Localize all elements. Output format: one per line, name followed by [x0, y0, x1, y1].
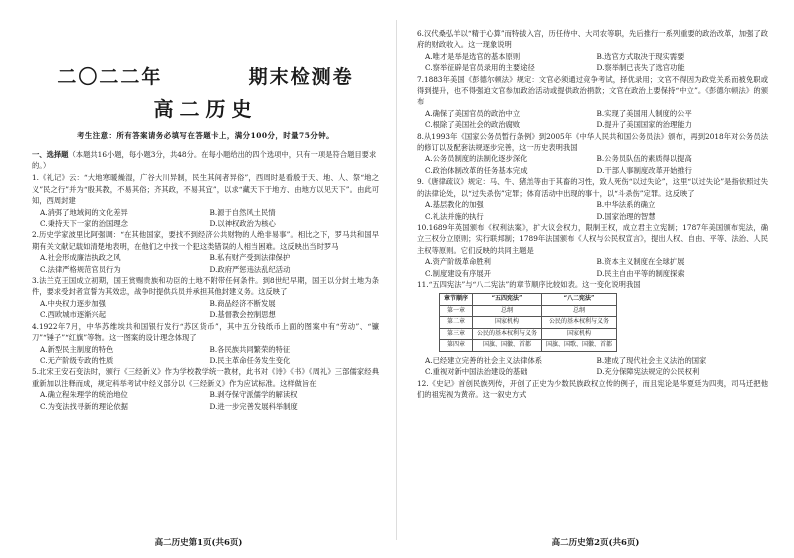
option: D.提升了美国国家的治理能力 — [596, 120, 692, 130]
question-6: 6.汉代桑弘羊以“精于心算”而特拔入宫，历任侍中、大司农等职，先后推行一系列重要的政治改革，加强了政府的财政收入。这一现象说明 — [417, 29, 768, 50]
option: D.进一步完善发展科举制度 — [209, 401, 298, 411]
option: D.充分保障宪法规定的公民权利 — [596, 367, 700, 377]
option: B.资本主义制度在全球扩展 — [596, 257, 685, 267]
option: C.察举征辟是官员录用的主要途径 — [425, 63, 535, 73]
table-cell: 第四章 — [440, 340, 473, 352]
option: C.无产阶级专政的性质 — [40, 355, 114, 365]
option: A.基层教化的加强 — [425, 200, 484, 210]
option: A.消弭了地域间的文化差异 — [40, 207, 128, 217]
option: C.制度建设有序展开 — [425, 268, 492, 278]
option: B.源于自然风土民情 — [209, 207, 276, 217]
option: B.公务员队伍的素质得以提高 — [596, 154, 692, 164]
exam-notice: 考生注意：所有答案请务必填写在答题卡上，满分100分，时量75分钟。 — [76, 131, 335, 140]
page-footer: 高二历史第1页(共6页) — [154, 538, 243, 548]
question-4: 4.1922年7月，中华苏维埃共和国银行发行“苏区货币”，其中五分钱纸币上面的图案中有“劳动”、“镰刀”“锤子”“红旗”等物。这一图案的设计理念体现了 — [32, 321, 379, 343]
option: C.重视对新中国法治建设的基础 — [425, 367, 528, 377]
table-header: 章节顺序 — [440, 294, 473, 306]
option: D.国家治理的智慧 — [596, 211, 656, 221]
table-cell: 国家机构 — [473, 317, 542, 329]
question-11: 11.“五四宪法”与“八二宪法”的章节顺序比较如表。这一变化说明我国 — [417, 279, 641, 289]
question-5: 5.北宋王安石变法时，颁行《三经新义》作为学校教学统一教材，此书对《诗》《书》《周礼》三部儒家经典重新加以注释而成，规定科举考试中经义部分以《三经新义》作为应试标准。这样做旨在 — [32, 367, 379, 388]
question-6-options — [417, 51, 768, 74]
table-cell: 总纲 — [473, 305, 542, 317]
question-2-options — [32, 252, 379, 275]
table-cell: 总纲 — [542, 305, 617, 317]
option: D.察举制已丧失了选官功能 — [596, 63, 685, 73]
table-cell: 国旗、国徽、首都 — [473, 340, 542, 352]
option: C.政治体制改革的任务基本完成 — [425, 165, 528, 175]
table-row — [440, 328, 617, 340]
question-3: 3.法兰克王国成立初期，国王赏赐贵族和功臣的土地不附带任何条件。到8世纪早期，国王以分封土地为条件，要求受封者宣誓为其效忠，战争时提供兵员并承担其他封建义务。这反映了 — [32, 276, 379, 297]
question-8-options — [417, 153, 768, 176]
subject-title: 高二历史 — [153, 97, 258, 121]
option: C.礼法并施的执行 — [425, 211, 484, 221]
question-11-options — [417, 355, 768, 378]
question-12: 12.《史记》首创民族列传，开创了正史为少数民族政权立传的例子，而且宪论是华夏廷为四夷，司马迁把他们的祖宪视为黄帝。这一叙史方式 — [417, 378, 768, 400]
option: B.剥夺保守派儒学的解读权 — [209, 390, 298, 400]
option: C.法律严格规范官员行为 — [40, 264, 121, 274]
option: B.私有财产受到法律保护 — [209, 253, 291, 263]
option: A.确保了美国官员的政治中立 — [425, 108, 521, 118]
table-cell: 国家机构 — [542, 328, 617, 340]
option: B.建成了现代社会主义法治的国家 — [596, 355, 707, 365]
question-2: 2.历史学家波里比阿强调：“在其他国家，要找不到经济公共财物的人绝非易事”。相比之下，罗马共和国早期有关文献记载如清楚地表明，在他们之中找一个犯这类错误的人相当困难。这反映出当时罗马 — [32, 230, 379, 251]
table-header: “八二宪法” — [542, 294, 617, 306]
table-cell: 第三章 — [440, 328, 473, 340]
option: D.民主革命任务发生变化 — [209, 355, 291, 365]
question-7: 7.1883年美国《彭德尔顿法》规定：文官必须通过竞争考试，择优录用；文官不得因为政党关系而被免职或得到提升，也不得强迫文官参加政治活动或提供政治捐款；文官在政治上要保持“中立”。《彭德尔顿法》的颁布 — [417, 74, 768, 107]
question-9: 9.《唐律疏议》规定：马、牛、猪羔等由于其畜的习性，致人死伤“以过失论”，这里“以过失论”是指依照过失的法律论处，以“过失杀伤”定罪；体育活动中出现的事十，以“斗杀伤”定罪。这反映了 — [417, 177, 768, 198]
section-title: 一、选择题 — [32, 150, 69, 159]
option: A.社会形成廉洁执政之风 — [40, 253, 121, 263]
question-10-options — [417, 256, 768, 279]
table-cell: 第二章 — [440, 317, 473, 329]
option: A.资产阶级革命胜利 — [425, 257, 491, 267]
exam-title: 二〇二二年 期末检测卷 — [57, 66, 354, 88]
question-1: 1.《礼记》云：“大地寒暖燥湿，广谷大川异制，民生其间者异俗”，西周时是看殷于天、地、人、祭“地之义”民之行”并为“殷其教，不易其俗；齐其政，不易其宜”，以求“藏天下于地方、由地方以见天下”。由此可知，西周封建 — [32, 173, 379, 206]
table-header: “五四宪法” — [473, 294, 542, 306]
question-10: 10.1689年英国颁布《权利法案》，扩大议会权力，限制王权，成立君主立宪制；1787年美国颁布宪法，确立三权分立原则；实行联邦制；1789年法国颁布《人权与公民权宣言》，提出人权、自由、平等、法治、人民主权等原则。它们反映的共同主题是 — [417, 222, 768, 255]
option: A.唯才是举是选官的基本原则 — [425, 51, 521, 61]
option: A.已经建立完善的社会主义法律体系 — [425, 355, 543, 365]
table-header-row — [440, 294, 617, 306]
question-1-options — [32, 207, 379, 230]
page-right — [397, 0, 794, 558]
table-cell: 公民的基本权利与义务 — [542, 317, 617, 329]
option: A.公务员制度的法制化逐步深化 — [425, 154, 528, 164]
table-cell: 公民的基本权利与义务 — [473, 328, 542, 340]
table-cell: 第一章 — [440, 305, 473, 317]
question-8: 8.从1993年《国家公务员暂行条例》到2005年《中华人民共和国公务员法》颁布，再到2018年对公务员法的修订以及配套法规逐步完善，这一历史表明我国 — [417, 131, 768, 153]
option: B.选官方式取决于现实需要 — [596, 51, 685, 61]
option: A.中央权力逐步加强 — [40, 298, 106, 308]
table-row — [440, 305, 617, 317]
option: D.民主自由平等的制度探索 — [596, 268, 685, 278]
page-footer: 高二历史第2页(共6页) — [551, 538, 640, 548]
option: C.西欧城市逐渐兴起 — [40, 310, 107, 320]
option: C.为变法找寻新的理论依据 — [40, 401, 128, 411]
option: A.新型民主制度的特色 — [40, 344, 114, 354]
question-3-options — [32, 298, 379, 321]
table-row — [440, 317, 617, 329]
question-5-options — [32, 389, 379, 412]
question-9-options — [417, 199, 768, 222]
option: A.确立程朱理学的统治地位 — [40, 390, 128, 400]
section-description: （本题共16小题，每小题3分，共48分。在每小题给出的四个选项中，只有一项是符合题目要求的。） — [32, 150, 377, 171]
constitution-comparison-table — [439, 293, 617, 352]
question-4-options — [32, 344, 379, 367]
option: C.秉持天下一家的治国理念 — [40, 219, 128, 229]
option: D.基督教会控制思想 — [209, 310, 276, 320]
question-7-options — [417, 108, 768, 131]
option: B.实现了美国用人制度的公平 — [596, 108, 692, 118]
section-header — [32, 149, 379, 171]
table-row — [440, 340, 617, 352]
option: B.各民族共同繁荣的特征 — [209, 344, 291, 354]
option: D.政府严惩违法乱纪活动 — [209, 264, 291, 274]
option: B.中华法系的确立 — [596, 200, 656, 210]
option: D.以神权政治为核心 — [209, 219, 276, 229]
option: C.根除了美国社会的政治腐败 — [425, 120, 521, 130]
option: B.商品经济不断发展 — [209, 298, 276, 308]
option: D.干部人事制度改革开始推行 — [596, 165, 692, 175]
table-cell: 国旗、国歌、国徽、首都 — [542, 340, 617, 352]
